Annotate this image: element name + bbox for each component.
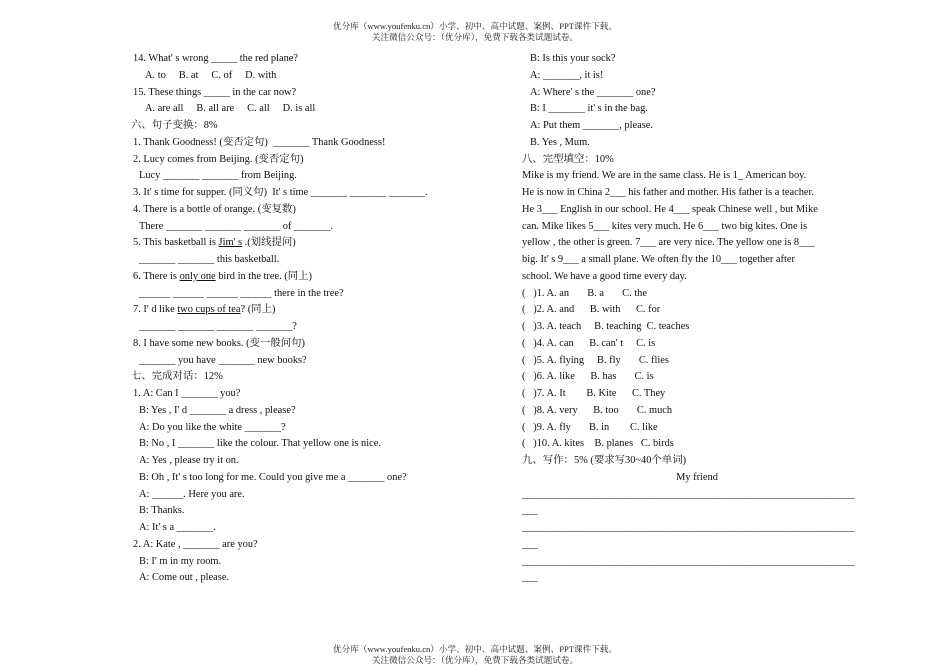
transform-6-suffix: bird in the tree. (同上) bbox=[215, 270, 313, 282]
passage-line-6: big. It' s 9___ a small plane. We often fly the 10___ together after bbox=[522, 254, 795, 265]
passage-line-5: yellow , the other is green. 7___ are very nice. The yellow one is 8___ bbox=[522, 237, 815, 249]
cloze-choice-5: ( )5. A. flying B. fly C. flies bbox=[522, 354, 669, 366]
transform-2: 2. Lucy comes from Beijing. (变否定句) bbox=[133, 153, 304, 165]
transform-6-answer: ______ ______ ______ ______ there in the tree? bbox=[139, 287, 344, 299]
left-column bbox=[131, 51, 491, 587]
cloze-choice-2: ( )2. A. and B. with C. for bbox=[522, 304, 661, 316]
question-14-options: A. to B. at C. of D. with bbox=[145, 69, 277, 81]
transform-7-prefix: 7. I' d like bbox=[133, 304, 178, 316]
header-line-1: 优分库（www.youfenku.cn）小学、初中、高中试题、案例、PPT课件下载。 bbox=[333, 21, 617, 31]
cloze-choice-3: ( )3. A. teach B. teaching C. teaches bbox=[522, 321, 690, 332]
footer-line-1: 优分库（www.youfenku.cn）小学、初中、高中试题、案例、PPT课件下载。 bbox=[333, 644, 617, 654]
dialogue-cont-1: B: Is this your sock? bbox=[530, 53, 616, 64]
writing-line-2-end: ___ bbox=[522, 538, 538, 550]
dialogue-line-7: A: ______. Here you are. bbox=[139, 488, 245, 500]
passage-line-1: Mike is my friend. We are in the same class. He is 1_ American boy. bbox=[522, 170, 807, 182]
transform-7-suffix: ? (同上) bbox=[240, 304, 276, 316]
dialogue-line-4: B: No , I _______ like the colour. That yellow one is nice. bbox=[139, 438, 381, 450]
dialogue-line-11: B: I' m in my room. bbox=[139, 555, 222, 567]
cloze-choice-1: ( )1. A. an B. a C. the bbox=[522, 287, 647, 299]
transform-8: 8. I have some new books. (变一般问句) bbox=[133, 337, 305, 349]
transform-6-underlined: only one bbox=[179, 270, 216, 282]
transform-6-prefix: 6. There is bbox=[133, 270, 180, 282]
dialogue-line-5: A: Yes , please try it on. bbox=[139, 455, 239, 466]
passage-line-2: He is now in China 2___ his father and mother. His father is a teacher. bbox=[522, 187, 815, 198]
section-9-title: 九、写作：5% (要求写30~40个单词) bbox=[522, 455, 687, 466]
transform-5-underlined: Jim' s bbox=[218, 237, 243, 249]
dialogue-line-6: B: Oh , It' s too long for me. Could you give me a _______ one? bbox=[139, 471, 407, 483]
transform-6 bbox=[131, 269, 491, 286]
essay-title: My friend bbox=[676, 471, 718, 483]
transform-3: 3. It' s time for supper. (同义句) It' s time _______ _______ _______. bbox=[133, 187, 428, 198]
cloze-choice-10: ( )10. A. kites B. planes C. birds bbox=[522, 438, 674, 450]
section-7-title: 七、完成对话：12% bbox=[131, 371, 223, 383]
question-14: 14. What' s wrong _____ the red plane? bbox=[133, 53, 299, 64]
page-footer bbox=[0, 644, 950, 666]
dialogue-cont-2: A: _______, it is! bbox=[530, 69, 604, 81]
dialogue-cont-5: A: Put them _______, please. bbox=[530, 120, 653, 131]
section-6-title: 六、句子变换：8% bbox=[131, 120, 218, 131]
passage-line-3: He 3___ English in our school. He 4___ speak Chinese well , but Mike bbox=[522, 203, 818, 215]
transform-5-suffix: .(划线提问) bbox=[242, 237, 296, 249]
dialogue-cont-6: B. Yes , Mum. bbox=[530, 136, 590, 148]
cloze-choice-6: ( )6. A. like B. has C. is bbox=[522, 371, 654, 383]
transform-5-prefix: 5. This basketball is bbox=[133, 237, 219, 249]
transform-5-answer: _______ _______ this basketball. bbox=[139, 254, 280, 265]
writing-line-1: ________________________________________________________________ bbox=[522, 488, 855, 500]
question-15-options: A. are all B. all are C. all D. is all bbox=[145, 103, 316, 115]
transform-4: 4. There is a bottle of orange. (变复数) bbox=[133, 203, 296, 215]
writing-line-3-end: ___ bbox=[522, 572, 538, 584]
transform-2-answer: Lucy _______ _______ from Beijing. bbox=[139, 170, 297, 182]
writing-line-3: ________________________________________________________________ bbox=[522, 555, 855, 567]
question-15: 15. These things _____ in the car now? bbox=[133, 86, 297, 98]
transform-7 bbox=[131, 302, 491, 319]
writing-line-2: ________________________________________________________________ bbox=[522, 522, 855, 533]
passage-line-7: school. We have a good time every day. bbox=[522, 270, 687, 282]
transform-1: 1. Thank Goodness! (变否定句) _______ Thank Goodness! bbox=[133, 136, 386, 148]
dialogue-line-12: A: Come out , please. bbox=[139, 572, 230, 584]
page-header bbox=[0, 21, 950, 43]
dialogue-line-3: A: Do you like the white _______? bbox=[139, 421, 286, 433]
transform-7-answer: _______ _______ _______ _______? bbox=[139, 321, 297, 332]
header-line-2: 关注微信公众号：（优分库），免费下载各类试题试卷。 bbox=[371, 32, 579, 42]
writing-line-1-end: ___ bbox=[522, 505, 538, 517]
dialogue-line-8: B: Thanks. bbox=[139, 505, 185, 517]
transform-4-answer: There _______ _______ _______ of _______. bbox=[139, 220, 333, 232]
transform-5 bbox=[131, 235, 491, 252]
cloze-choice-4: ( )4. A. can B. can' t C. is bbox=[522, 337, 656, 349]
cloze-choice-8: ( )8. A. very B. too C. much bbox=[522, 404, 673, 416]
section-8-title: 八、完型填空：10% bbox=[522, 153, 614, 165]
dialogue-line-1: 1. A: Can I _______ you? bbox=[133, 388, 241, 399]
footer-line-2: 关注微信公众号：（优分库），免费下载各类试题试卷。 bbox=[371, 655, 579, 665]
cloze-choice-9: ( )9. A. fly B. in C. like bbox=[522, 421, 658, 433]
transform-7-underlined: two cups of tea bbox=[177, 304, 241, 316]
dialogue-line-10: 2. A: Kate , _______ are you? bbox=[133, 538, 258, 550]
passage-line-4: can. Mike likes 5___ kites very much. He 6___ two big kites. One is bbox=[522, 220, 808, 232]
dialogue-cont-3: A: Where' s the _______ one? bbox=[530, 86, 656, 98]
dialogue-line-9: A: It' s a _______. bbox=[139, 522, 216, 533]
cloze-choice-7: ( )7. A. It B. Kite C. They bbox=[522, 388, 666, 399]
transform-8-answer: _______ you have _______ new books? bbox=[139, 354, 307, 366]
right-column bbox=[522, 51, 872, 587]
dialogue-line-2: B: Yes , I' d _______ a dress , please? bbox=[139, 404, 296, 416]
dialogue-cont-4: B: I _______ it' s in the bag. bbox=[530, 103, 648, 115]
